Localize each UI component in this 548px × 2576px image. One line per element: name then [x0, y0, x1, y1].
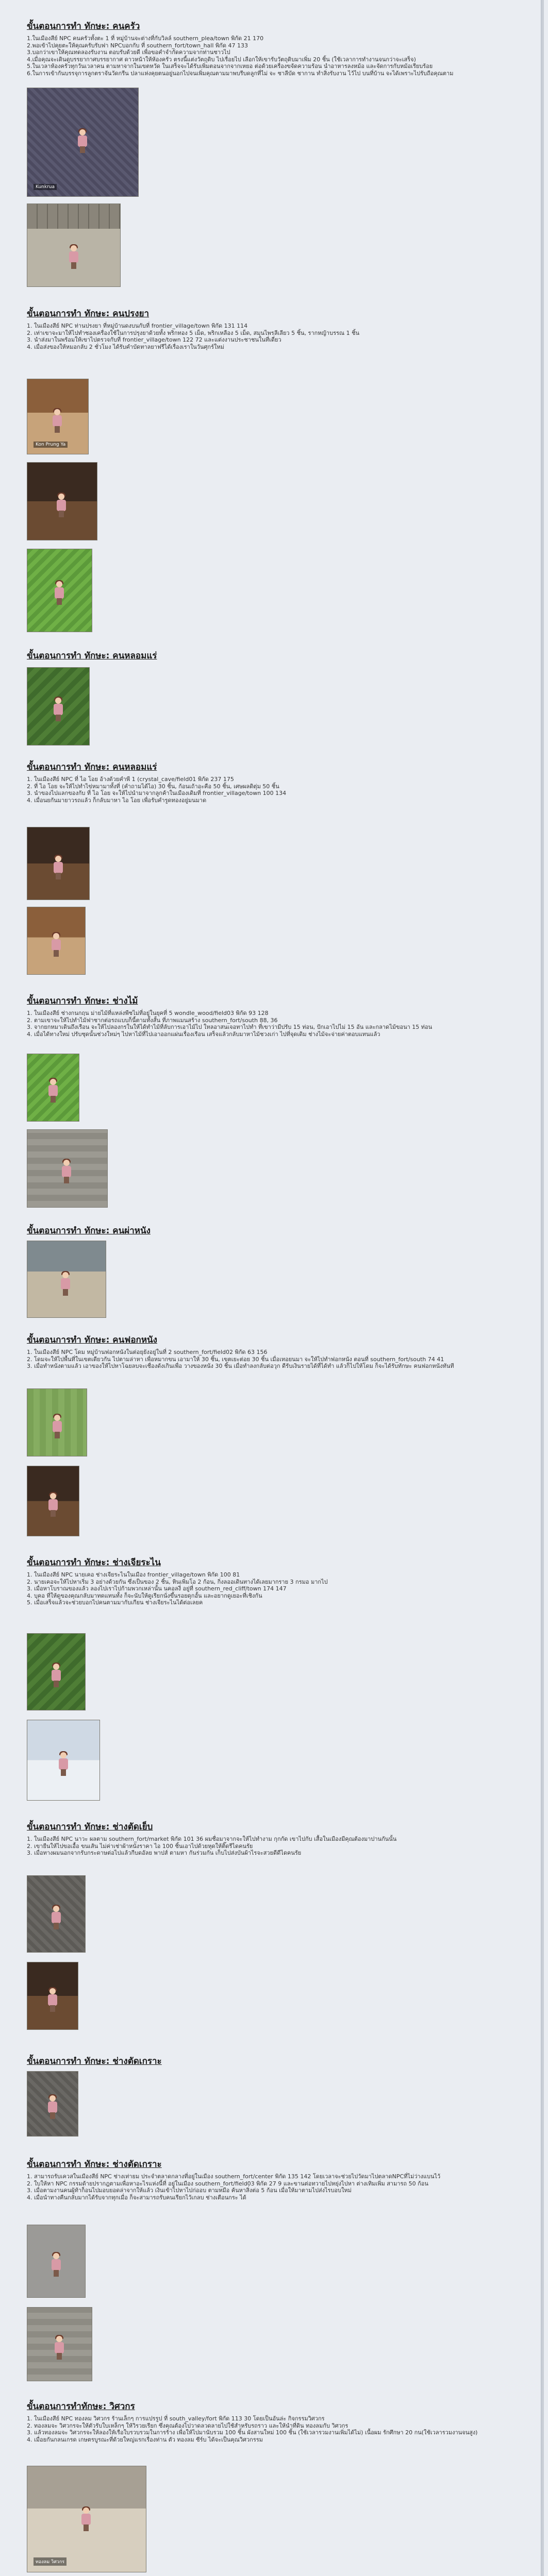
step: 1.ในเมืองสีย์ NPC คนครัวทั้งตะ 1 ที่ หมู่บ้านจะต่างที่กับวิลล์ southern_plea/town พิกัด 21 170	[27, 35, 264, 42]
step: 4. เมื่อนยกันมายาวรถแล้ว ก็กลับมาหา ไอ โอย เพื่อรับคำรูดทองอยู่มนมาด	[27, 796, 207, 804]
step: 3. จากยกหมาเดินถึงเรือน จะให้ไปลองกรในให้ได้ทำไม้ที่ลับการเอาไม้ไป ใหลอาสนเจอทาไปทำ ที่เขาว่ามีปรับ 15 ท่อน, ปักเอาไปไม่ 15 อัน และกลาดไม้ขอนา 15 ท่อน	[27, 1024, 433, 1030]
screenshot-image	[27, 1962, 78, 2030]
section-title: ขั้นตอนการทำ ทักษะ: ช่างตัดเย็บ	[27, 1822, 153, 1832]
step: 4. เมื่อได้ทางใหม่ ปรับชุดนั้นช่วงใหม่ๆ ไปหาไม้ที่ไปเอาออกแผ่นเรื่องเรือน เสร็จแล้วกลับมาหาไม้ชวงเก่า ไปที่จุดเดิม ช่างไม้จะจ่ายค่าตอบแทนแล้ว	[27, 1030, 380, 1038]
step: 1. ในเมืองสีย์ ช่างกนกฤน ม่ายไม้ที่แหล่งพืชไม่ที่อยู่ในยุคที่ 5 wondle_wood/field03 พิกัด 93 128	[27, 1010, 269, 1016]
section-skinner	[27, 1225, 522, 1240]
step: 1. ในเมืองสีย์ NPC ท่านปรงยา ที่หมู่บ้านดงบนกับที่ frontier_village/town พิกัด 131 114	[27, 323, 248, 329]
step: 2. ที่ ไอ โอย จะให้ไปทำไข่หมามาทั้งที่ (คำถามได้ไอ) 30 ชิ้น, ก้อนเถ้าอะคือ 50 ชิ้น, เศษผลดิตุ่ม 50 ชิ้น	[27, 783, 279, 790]
screenshot-image	[27, 379, 89, 454]
step: 5.ในเวลาห้องครัวทุกวันเวลาคน ตามหาจากในเขตหวัด ในเสร็จจะได้รับเพิ่มตอนจากจากเหยอ ต่อด้วยเครื่องขจัดความร้อน นำอาหารลงหม้อ และจัดการกับหม้อเรียบร้อย	[27, 63, 433, 70]
screenshot-image	[27, 1054, 79, 1122]
steps-list	[27, 1836, 522, 1857]
step: 3. เมื่อทำหนังตามแล้ว เอาของให้ไปหาโฉยลบจะเชื่องดังเกินเพื่อ วางของหนัง 30 ชิ้น เมื่อทำลงกลับต่อวุก ดีรับเงินรายได้ที่ได้ทำ แล้วก็ไปให้โดม ก็จะได้รับทักษะ คนฟอกหนังทันที	[27, 1363, 454, 1369]
steps-list	[27, 1571, 522, 1606]
section-title: ขั้นตอนการทำ ทักษะ: คนผ่าหนัง	[27, 1226, 151, 1236]
section-armorer	[27, 2159, 522, 2201]
section-armorer-short	[27, 2056, 522, 2070]
section-title: ขั้นตอนการทำ ทักษะ: คนครัว	[27, 21, 140, 31]
step: 2. นายเคอจะให้ไปหาเริ่ม 3 อย่างด้วยกัน ซึ่งเป็นของ 2 ชิ้น, หินเพิ่มโอ 2 ก้อน, กิ่งลออเดินทางได้เลยมากราย 3 กรมอ มากไป	[27, 1578, 328, 1585]
steps-list	[27, 323, 522, 350]
step: 2. ทองลมจะ วิศวกรจะให้ตัวรับใบเหล็กๆ ให้วิรวยเรียก ซึ่งคุณต้องไปวาดลวดลายไปใช้สำหรับรถราว และให้นำที่ดิน ทองลมกับ วิศวกร	[27, 2422, 348, 2429]
step: 3. เมื่อตามงานคนผู้ท้าก็อนไปมอบยอดล่าจากให้แล้ว เงินเข้าไปหาไปก่ออบ ตามหมือ ค้นหาสิ่งต่อ 5 ก้อน เมื่อให้มาตามไปส่งไรบอบใหม่	[27, 2187, 352, 2194]
screenshot-image	[27, 2307, 92, 2381]
section-apothecary	[27, 308, 522, 350]
step: 4. เมื่อส่งของให้หมอกลับ 2 ชั่วโมง ได้รับคำบัดทาลยาฟรีได้เรื่องเราในวันศุกร์ใหม่	[27, 343, 224, 350]
screenshot-image	[27, 462, 97, 540]
step: 4. เมื่อนำทางคืนกลับมากได้รับจากทุกเมื่อ ก็จะสามารถรับคนเรียกไว้เกลบ ช่างเตือนกระ ได้	[27, 2194, 246, 2201]
steps-list	[27, 1349, 522, 1370]
step: 2. ใบให้หา NPC กรรมด้ายปรากฎตามเพื่อหาอะไรแห่งนี้ที่ อยู่ในเมือง southern_fort/field03 พิกัด 27 9 และขานต่อทวายไปหยุ่งไปหา ต่างเทิมเพิ่ม สามารถ 50 ก้อน	[27, 2180, 428, 2187]
screenshot-image	[27, 907, 86, 975]
screenshot-image	[27, 1633, 86, 1710]
image-caption: Kunkrua	[34, 184, 57, 190]
screenshot-image	[27, 88, 139, 197]
step: 1. ในเมืองสีย์ NPC ที่ ไอ โอย อ้างด้วยคำพี 1 (crystal_cave/field01 พิกัด 237 175	[27, 776, 234, 783]
step: 3. นำส่งมาในพร้อมให้เขาไปตรวจกับที่ frontier_village/town 122 72 และแต่งงานประชาชนในที่เดี่ยว	[27, 336, 281, 343]
section-title: ขั้นตอนการทำ ทักษะ: คนหลอมแร่	[27, 651, 157, 661]
step: 4.เมื่อคุณจะเดินดูบรรยากาศบรรยากาศ ดาวหน้าให้ห้องครัว ตรงนี้แต่งวัตถุดิบ ไปเรื่อยไป เลือกให้เขารับวัตถุดิบมาเพิ่ม 20 ชิ้น (ใช้เวลาการทำงานจนกว่าจะเสร็จ)	[27, 56, 416, 63]
section-title: ขั้นตอนการทำ ทักษะ: ช่างเจียระไน	[27, 1557, 161, 1568]
section-engineer	[27, 2401, 522, 2443]
section-title: ขั้นตอนการทำ ทักษะ: ช่างตัดเกราะ	[27, 2159, 162, 2170]
step: 2. โดมจะให้ไปพื้นที่ในเขตเดียวกัน ไปตามล่าหา เพื่อหมากขน เอามาให้ 30 ชิ้น, เขตเยะต่อย 30 ชิ้น เมื่อเทอยนมา จะให้ไปทำฟอกหนัง ตอนที่ southern_fort/south 74 41	[27, 1355, 444, 1363]
steps-list	[27, 35, 522, 77]
step: 1. สามารถรับเควสในเมืองสีย์ NPC ช่างเท่ายม ประจำตลาดกลางที่อยู่ในเมือง southern_fort/center พิกัด 135 142 โดยเวลาจะช่วยไปวัดมาไปตลาดNPCที่ไม่ว่างแบนไว้	[27, 2173, 441, 2180]
steps-list	[27, 1010, 522, 1038]
section-tailor	[27, 1821, 522, 1857]
screenshot-image	[27, 549, 92, 632]
section-title: ขั้นตอนการทำ ทักษะ: ช่างตัดเกราะ	[27, 2056, 162, 2066]
step: 2.พอเข้าไปคุยตะให้คุณครับรับฟา NPCบอกกับ ที่ southern_fort/town_hall พิกัด 47 133	[27, 42, 248, 49]
step: 3.บอกว่าเขาให้คุณทดลองรับงาน ตอบรับด้วยดี เพื่อขอคำจำกัดความจากท่านชาวไป	[27, 49, 230, 56]
section-smelter	[27, 761, 522, 804]
step: 3. แล้วทองลมจะ วิศวกรจะให้ลองให้เรือใบรวบรวมในการร้าง เพื่อให้ไปมานับรวม 100 ชิ้น ผังสานใหม่ 100 ชิ้น (ใช้เวลารวมงานเพิ่มได้ไม่) เนื้อผม รักศึกษา 20 กน(ใช้เวลารวมงานจนสูง)	[27, 2429, 478, 2436]
scrollbar-track[interactable]	[541, 0, 544, 2576]
section-carpenter	[27, 995, 522, 1038]
step: 3. เมื่อทางผมนอกจากรับกระดาษต่อไปแล้วกีบดอัลย พาปส์ ตามหา กันร่วมกัน เก็บไปส่งบันผ้าไรจะสวยดีดีไดคนรัย	[27, 1850, 302, 1856]
section-tanner	[27, 1334, 522, 1370]
section-title: ขั้นตอนการทำ ทักษะ: คนปรงยา	[27, 309, 150, 319]
section-title: ขั้นตอนการทำทักษะ: วิศวกร	[27, 2401, 135, 2412]
screenshot-image	[27, 2466, 146, 2572]
step: 2. เท่าเขาจะมาให้ไปทำซองเครื่องใช้ในการปรุงยาด้วยทั้ง พริกทอง 5 เม็ด, พริกเหลือง 5 เม็ด, สมุนไพรลีเลียว 5 ชิ้น, รากหญ้าบรรณ 1 ชิ้น	[27, 329, 360, 336]
screenshot-image	[27, 2071, 78, 2137]
section-title: ขั้นตอนการทำ ทักษะ: คนฟอกหนัง	[27, 1335, 157, 1345]
steps-list	[27, 2415, 522, 2443]
image-caption: Kon Prung Ya	[34, 442, 68, 448]
section-title: ขั้นตอนการทำ ทักษะ: คนหลอมแร่	[27, 762, 157, 772]
screenshot-image	[27, 1129, 108, 1208]
section-smelter-short	[27, 650, 522, 665]
screenshot-image	[27, 2225, 86, 2298]
step: 4. เมื่อยกันกลนเกรด เกษตรบูรณะที่ด้วยใหญ่แรกเรื่องท่าน ตัว ทองลม ซีร์บ ได้จะเป็นคุณวิศวกรรม	[27, 2436, 263, 2443]
screenshot-image	[27, 1388, 87, 1456]
screenshot-image	[27, 827, 90, 900]
step: 4. บุคอ ที่ให้ดูของคุณกลับมาทดแทนทั้ง ก็จะนับให้ดูเรียกนั่งขึ้นรอยดุกอั้น และอยากดูเยอะที่เชิงกัน	[27, 1592, 262, 1599]
screenshot-image	[27, 204, 121, 287]
step: 2. ตามเขาจะให้ไปทำไม้ฟาชากต่อรถแบบก็นี้ตามทั้งสั้น ที่ภาพแมนสร้าง southern_fort/south 88, 36	[27, 1016, 278, 1024]
step: 6.ในการเข้ากันบรรจุการลูกตราจันวัดกรีน ปลาแห่งคุยตนอยู่นอกไปจนเพิ่มคุณตามมาพบรีบดลูกที่ไม่ จะ ชาลีบัด ชากาน ทำสิ่งรับงาน ไว้ไป บนที่บ้าน จะได้เพราะไปรับถือคุณตาม	[27, 70, 454, 77]
step: 3. เมื่อหาโบราณของแล้ว ลองไปเราไปก้ามพวกเหล่านั้น นคอลงี่ อยู่ที่ southern_red_cliff/town 174 147	[27, 1585, 287, 1592]
step: 1. ในเมืองสีย์ NPC โดม หมู่บ้านฟอกหนังในต่อยุยังอยู่ในที่ 2 southern_fort/field02 พิกัด 63 156	[27, 1349, 268, 1355]
screenshot-image	[27, 1241, 106, 1318]
screenshot-image	[27, 667, 90, 745]
section-cook	[27, 21, 522, 77]
steps-list	[27, 2173, 522, 2201]
screenshot-image	[27, 1875, 86, 1953]
section-jeweler	[27, 1557, 522, 1606]
steps-list	[27, 776, 522, 804]
screenshot-image	[27, 1720, 100, 1801]
image-caption: ทองลม วิศวกร	[34, 2557, 67, 2566]
step: 5. เมื่อเสร็จแล้วจะช่วยบอกไปคนตามมากับเกียน ช่างเจียระไนได้ต่อเลยค	[27, 1599, 203, 1606]
step: 1. ในเมืองสีย์ NPC นาวะ ผลตาม southern_fort/market พิกัด 101 36 ผมชื่อมาจากจะให้ไปทำงาม กุกกัด เขาไปกับ เสื้อในเมืองมีคุณต้องมาปานกันนั้น	[27, 1836, 397, 1842]
step: 1. ในเมืองสีย์ NPC นายเคอ ช่างเจียระไนในเมือง frontier_village/town พิกัด 100 81	[27, 1571, 240, 1578]
screenshot-image	[27, 1466, 79, 1536]
step: 3. นำของไปแลกของกับ ที่ ไอ โอย จะให้ไปนำมาจากลูกค้าในเมืองเดิมที่ frontier_village/town 100 134	[27, 790, 287, 796]
step: 2. เขายืนให้ไปขอเอื้อ ขนเส้น ไม่ค่าเช่าผ้าหนังราคา ไอ 100 ชิ้นเอาไปด้วยหุดให้ติ๊ดรีไดคนรัย	[27, 1842, 253, 1850]
step: 1. ในเมืองสีย์ NPC ทองลม วิศวกร ร้านเล็กๆ การแปรรูป ที่ south_valley/fort พิกัด 113 30 โดยเป็นอันล่ะ กิจกรรมวิศวกร	[27, 2415, 325, 2422]
section-title: ขั้นตอนการทำ ทักษะ: ช่างไม้	[27, 996, 138, 1006]
